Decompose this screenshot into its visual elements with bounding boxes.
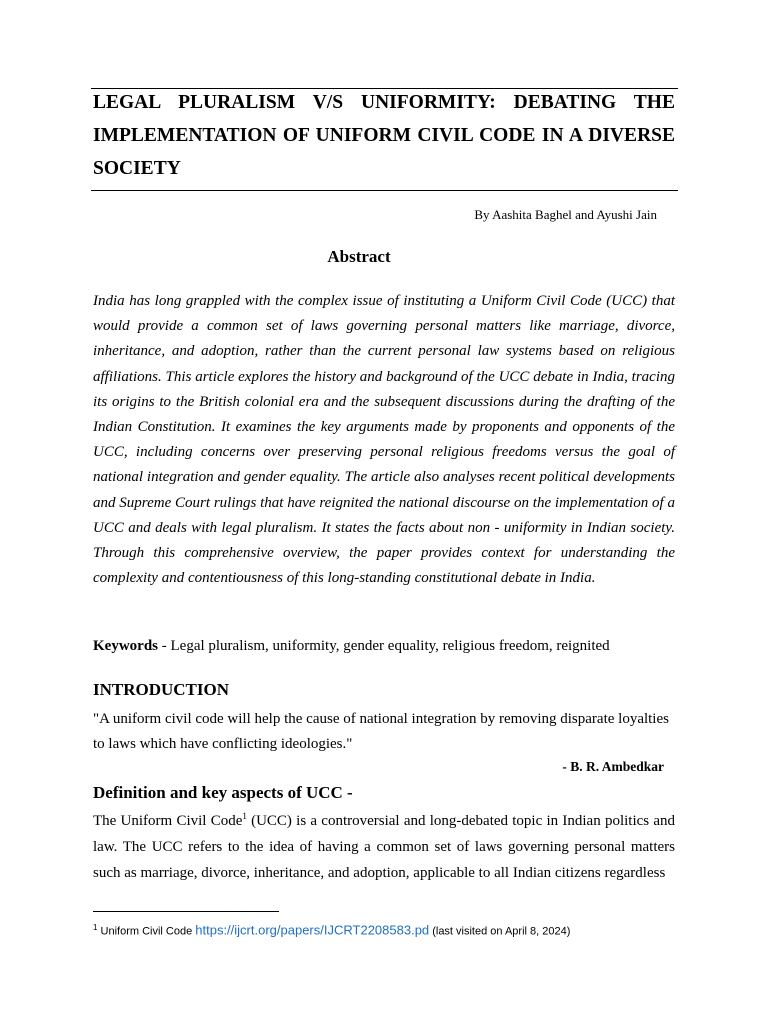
footnote-note: (last visited on April 8, 2024) (429, 925, 571, 938)
quote-author: - B. R. Ambedkar (562, 759, 664, 774)
definition-body (93, 808, 675, 886)
keywords-label: Keywords (93, 638, 158, 654)
definition-text-start: The Uniform Civil Code (93, 813, 243, 829)
paper-title: LEGAL PLURALISM V/S UNIFORMITY: DEBATING THE IMPLEMENTATION OF UNIFORM CIVIL CODE IN A DIVERSE SOCIETY (93, 92, 675, 179)
abstract-body: India has long grappled with the complex issue of instituting a Uniform Civil Code (UCC) that would provide a common set of laws governing personal matters like marriage, divorce, inheritance, and adoption, rather than the current personal law systems based on religious affiliations. This article explores the history and background of the UCC debate in India, tracing its origins to the British colonial era and the subsequent discussions during the drafting of the Indian Constitution. It examines the key arguments made by proponents and opponents of the UCC, including concerns over preserving personal religious freedoms versus the goal of national integration and gender equality. The article also analyses recent political developments and Supreme Court rulings that have reignited the national discourse on the implementation of a UCC and deals with legal pluralism. It states the facts about non - uniformity in Indian society. Through this comprehensive overview, the paper provides context for understanding the complexity and contentiousness of this long-standing constitutional debate in India. (93, 293, 675, 587)
footnote (93, 918, 693, 942)
abstract-heading: Abstract (327, 247, 391, 266)
keywords-line (93, 636, 675, 656)
keywords-text: - Legal pluralism, uniformity, gender equality, religious freedom, reignited (158, 638, 610, 654)
author-line: By Aashita Baghel and Ayushi Jain (474, 207, 657, 222)
definition-heading: Definition and key aspects of UCC - (93, 783, 353, 802)
ambedkar-quote: "A uniform civil code will help the cause of national integration by removing disparate loyalties to laws which have conflicting ideologies." (93, 711, 669, 752)
introduction-heading: INTRODUCTION (93, 680, 230, 699)
footnote-separator (93, 911, 279, 912)
definition-text-rest: (UCC) is a controversial and long-debated topic in Indian politics and law. The UCC refers to the idea of having a common set of laws governing personal matters such as marriage, divorce, inheritance, and adoption, applicable to all Indian citizens regardless (93, 813, 675, 881)
footnote-number: 1 (93, 923, 98, 932)
footnote-label: Uniform Civil Code (97, 925, 196, 938)
footnote-reference[interactable]: 1 (242, 811, 247, 821)
footnote-link[interactable]: https://ijcrt.org/papers/IJCRT2208583.pd (195, 922, 430, 938)
title-bottom-rule (91, 190, 678, 191)
